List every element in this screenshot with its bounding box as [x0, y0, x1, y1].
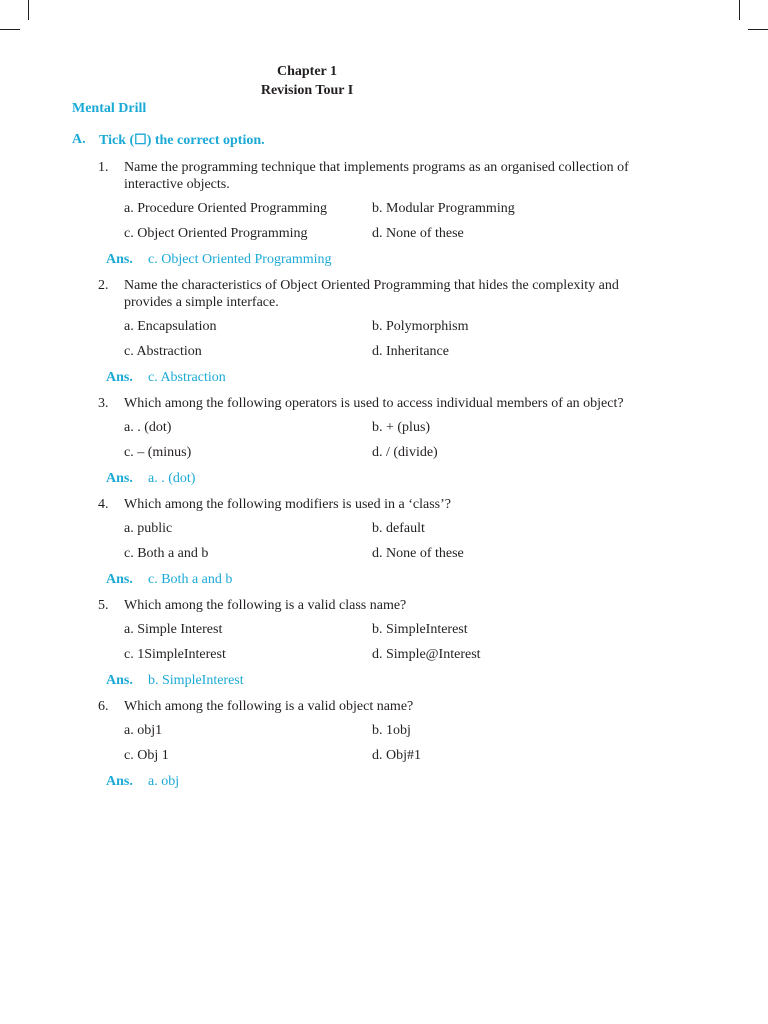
crop-mark-top-left-vertical	[28, 0, 29, 20]
crop-mark-top-right-vertical	[739, 0, 740, 20]
option-2: c. Obj 1	[124, 748, 169, 763]
option-0: a. . (dot)	[124, 420, 172, 435]
section-title: Mental Drill	[72, 101, 147, 116]
option-grid	[98, 520, 658, 570]
answer-label: Ans.	[106, 370, 133, 385]
option-row	[98, 444, 658, 469]
option-3: d. Obj#1	[372, 748, 421, 763]
answer-text: b. SimpleInterest	[148, 673, 244, 688]
option-2: c. Both a and b	[124, 546, 209, 561]
crop-mark-top-left-horizontal	[0, 29, 20, 30]
exercise-heading	[72, 132, 265, 149]
option-1: b. Modular Programming	[372, 201, 515, 216]
answer-label: Ans.	[106, 252, 133, 267]
answer-text: a. obj	[148, 774, 180, 789]
question-header	[98, 277, 658, 311]
option-2: c. – (minus)	[124, 445, 192, 460]
crop-mark-top-right-horizontal	[748, 29, 768, 30]
answer-label: Ans.	[106, 471, 133, 486]
question-number: 4.	[98, 497, 109, 512]
option-1: b. default	[372, 521, 425, 536]
question-item	[98, 698, 658, 790]
question-item	[98, 277, 658, 386]
chapter-heading: Chapter 1	[276, 64, 338, 79]
option-3: d. / (divide)	[372, 445, 438, 460]
question-number: 6.	[98, 699, 109, 714]
option-row	[98, 343, 658, 368]
question-header	[98, 597, 658, 614]
question-number: 3.	[98, 396, 109, 411]
option-row	[98, 747, 658, 772]
question-text: Which among the following operators is used to access individual members of an object?	[124, 396, 624, 411]
question-text: Which among the following is a valid object name?	[124, 699, 414, 714]
option-0: a. Encapsulation	[124, 319, 217, 334]
question-number: 1.	[98, 160, 109, 175]
option-3: d. None of these	[372, 226, 464, 241]
option-grid	[98, 722, 658, 772]
exercise-instruction: Tick (☐) the correct option.	[99, 133, 265, 148]
option-row	[98, 621, 658, 646]
question-item	[98, 159, 658, 268]
option-row	[98, 419, 658, 444]
option-row	[98, 646, 658, 671]
option-1: b. + (plus)	[372, 420, 431, 435]
question-header	[98, 496, 658, 513]
question-number: 2.	[98, 278, 109, 293]
option-row	[98, 200, 658, 225]
answer-line	[106, 251, 658, 268]
question-item	[98, 496, 658, 588]
chapter-title: Revision Tour I	[260, 83, 354, 98]
option-1: b. SimpleInterest	[372, 622, 468, 637]
answer-text: c. Abstraction	[148, 370, 226, 385]
question-text: Which among the following is a valid class name?	[124, 598, 407, 613]
option-3: d. None of these	[372, 546, 464, 561]
question-header	[98, 395, 658, 412]
option-row	[98, 225, 658, 250]
option-2: c. 1SimpleInterest	[124, 647, 226, 662]
option-3: d. Simple@Interest	[372, 647, 481, 662]
question-text: Name the characteristics of Object Oriented Programming that hides the complexity and provides a simple interface.	[124, 278, 619, 310]
question-item	[98, 597, 658, 689]
answer-label: Ans.	[106, 774, 133, 789]
question-number: 5.	[98, 598, 109, 613]
answer-line	[106, 672, 658, 689]
answer-label: Ans.	[106, 673, 133, 688]
answer-text: a. . (dot)	[148, 471, 196, 486]
question-text: Which among the following modifiers is used in a ‘class’?	[124, 497, 451, 512]
option-0: a. public	[124, 521, 173, 536]
question-header	[98, 159, 658, 193]
option-2: c. Object Oriented Programming	[124, 226, 308, 241]
option-grid	[98, 200, 658, 250]
answer-line	[106, 773, 658, 790]
question-header	[98, 698, 658, 715]
option-0: a. Simple Interest	[124, 622, 223, 637]
option-row	[98, 520, 658, 545]
option-grid	[98, 419, 658, 469]
exercise-letter: A.	[72, 132, 86, 147]
answer-label: Ans.	[106, 572, 133, 587]
option-row	[98, 318, 658, 343]
question-item	[98, 395, 658, 487]
option-grid	[98, 318, 658, 368]
option-3: d. Inheritance	[372, 344, 449, 359]
option-2: c. Abstraction	[124, 344, 202, 359]
option-0: a. Procedure Oriented Programming	[124, 201, 327, 216]
answer-line	[106, 369, 658, 386]
answer-line	[106, 470, 658, 487]
option-1: b. 1obj	[372, 723, 411, 738]
option-row	[98, 545, 658, 570]
question-list	[98, 159, 658, 799]
option-row	[98, 722, 658, 747]
question-text: Name the programming technique that implements programs as an organised collection of interactive objects.	[124, 160, 629, 192]
answer-text: c. Object Oriented Programming	[148, 252, 332, 267]
answer-line	[106, 571, 658, 588]
option-0: a. obj1	[124, 723, 163, 738]
option-grid	[98, 621, 658, 671]
option-1: b. Polymorphism	[372, 319, 469, 334]
answer-text: c. Both a and b	[148, 572, 233, 587]
